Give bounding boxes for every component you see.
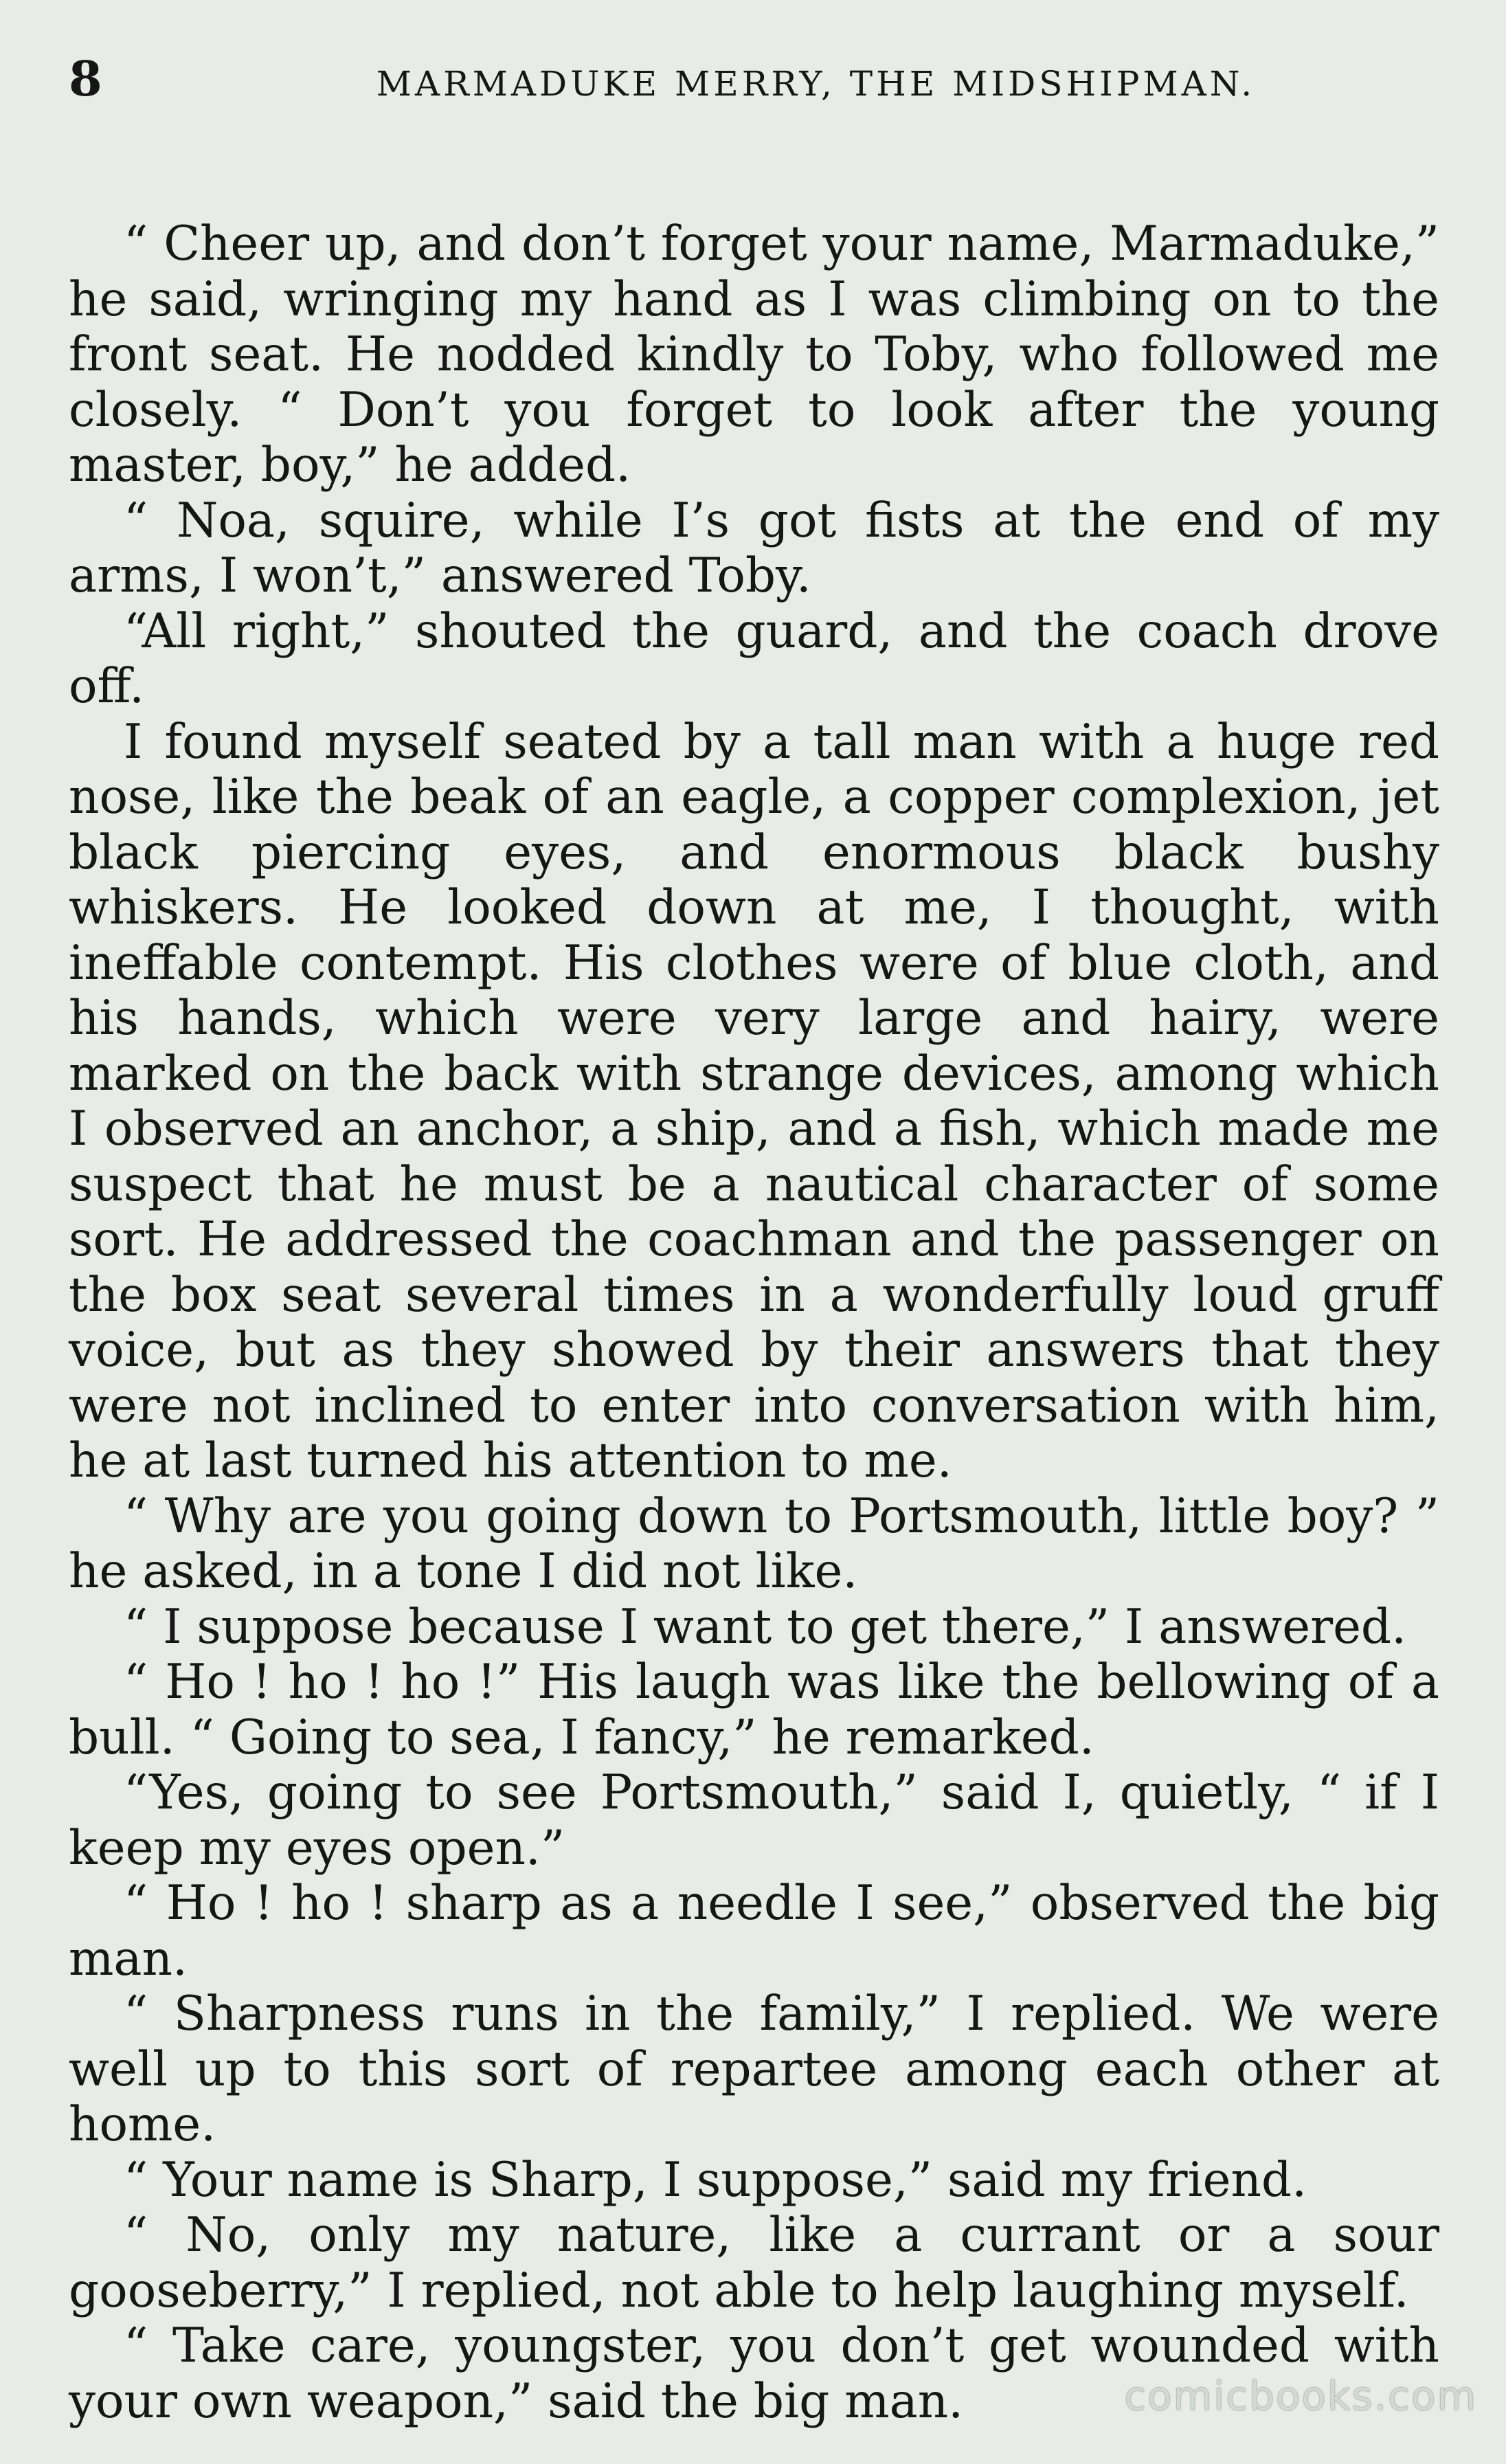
book-page xyxy=(69,48,1439,2429)
watermark: comicbooks.com xyxy=(1124,2373,1477,2419)
paragraph: “Yes, going to see Portsmouth,” said I, quietly, “ if I keep my eyes open.” xyxy=(69,1765,1439,1876)
paragraph: “ Noa, squire, while I’s got fists at the end of my arms, I won’t,” answered Toby. xyxy=(69,493,1439,603)
paragraph: “ Take care, youngster, you don’t get wounded with your own weapon,” said the big man. xyxy=(69,2318,1439,2429)
paragraph: “ No, only my nature, like a currant or a sour gooseberry,” I replied, not able to help laughing myself. xyxy=(69,2208,1439,2318)
paragraph: “ Cheer up, and don’t forget your name, Marmaduke,” he said, wringing my hand as I was climbing on to the front seat. He nodded kindly to Toby, who followed me closely. “ Don’t you forget to look after the young master, boy,” he added. xyxy=(69,216,1439,493)
paragraph: “All right,” shouted the guard, and the coach drove off. xyxy=(69,603,1439,714)
page-number: 8 xyxy=(69,50,102,107)
page-header xyxy=(69,48,1439,134)
paragraph: I found myself seated by a tall man with a huge red nose, like the beak of an eagle, a copper complexion, jet black piercing eyes, and enormous black bushy whiskers. He looked down at me, I thought, with ineffable contempt. His clothes were of blue cloth, and his hands, which were very large and hairy, were marked on the back with strange devices, among which I observed an anchor, a ship, and a fish, which made me suspect that he must be a nautical character of some sort. He addressed the coachman and the passenger on the box seat several times in a wonderfully loud gruff voice, but as they showed by their answers that they were not inclined to enter into conversation with him, he at last turned his attention to me. xyxy=(69,714,1439,1488)
paragraph: “ Ho ! ho ! sharp as a needle I see,” observed the big man. xyxy=(69,1876,1439,1986)
paragraph: “ Ho ! ho ! ho !” His laugh was like the bellowing of a bull. “ Going to sea, I fancy,” he remarked. xyxy=(69,1655,1439,1765)
paragraph: “ Why are you going down to Portsmouth, little boy? ” he asked, in a tone I did not like. xyxy=(69,1488,1439,1599)
paragraph: “ I suppose because I want to get there,” I answered. xyxy=(124,1599,1407,1655)
body-text xyxy=(69,216,1439,2429)
paragraph: “ Sharpness runs in the family,” I replied. We were well up to this sort of repartee among each other at home. xyxy=(69,1986,1439,2152)
running-title: MARMADUKE MERRY, THE MIDSHIPMAN. xyxy=(376,64,1256,104)
paragraph: “ Your name is Sharp, I suppose,” said my friend. xyxy=(124,2152,1307,2208)
